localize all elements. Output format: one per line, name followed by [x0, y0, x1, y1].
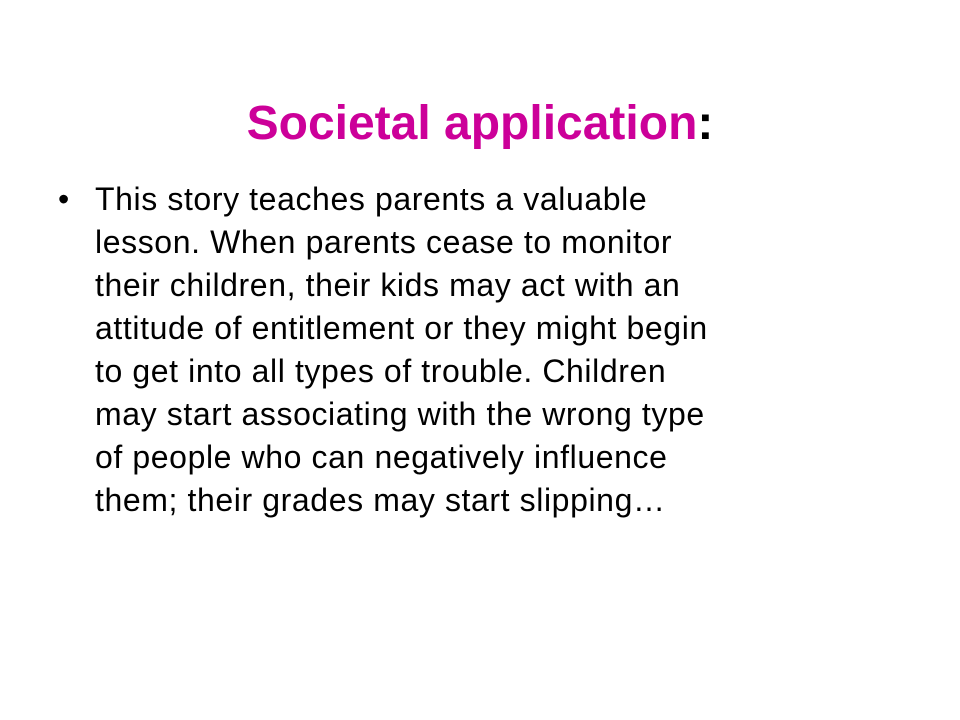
slide-title: [0, 88, 960, 160]
bullet-item: [58, 178, 918, 522]
bullet-line-3: their children, their kids may act with an: [95, 267, 681, 303]
bullet-line-2: lesson. When parents cease to monitor: [95, 224, 673, 260]
slide-title-colon: :: [697, 97, 714, 151]
bullet-list: [58, 178, 918, 522]
bullet-line-1: This story teaches parents a valuable: [95, 181, 648, 217]
bullet-marker: •: [58, 181, 70, 217]
bullet-text: [95, 178, 895, 522]
slide-title-text: Societal application: [246, 97, 698, 151]
bullet-line-7: of people who can negatively influence: [95, 439, 668, 475]
bullet-line-4: attitude of entitlement or they might begin: [95, 310, 708, 346]
bullet-line-5: to get into all types of trouble. Children: [95, 353, 667, 389]
bullet-line-8: them; their grades may start slipping…: [95, 482, 666, 518]
bullet-line-6: may start associating with the wrong type: [95, 396, 705, 432]
